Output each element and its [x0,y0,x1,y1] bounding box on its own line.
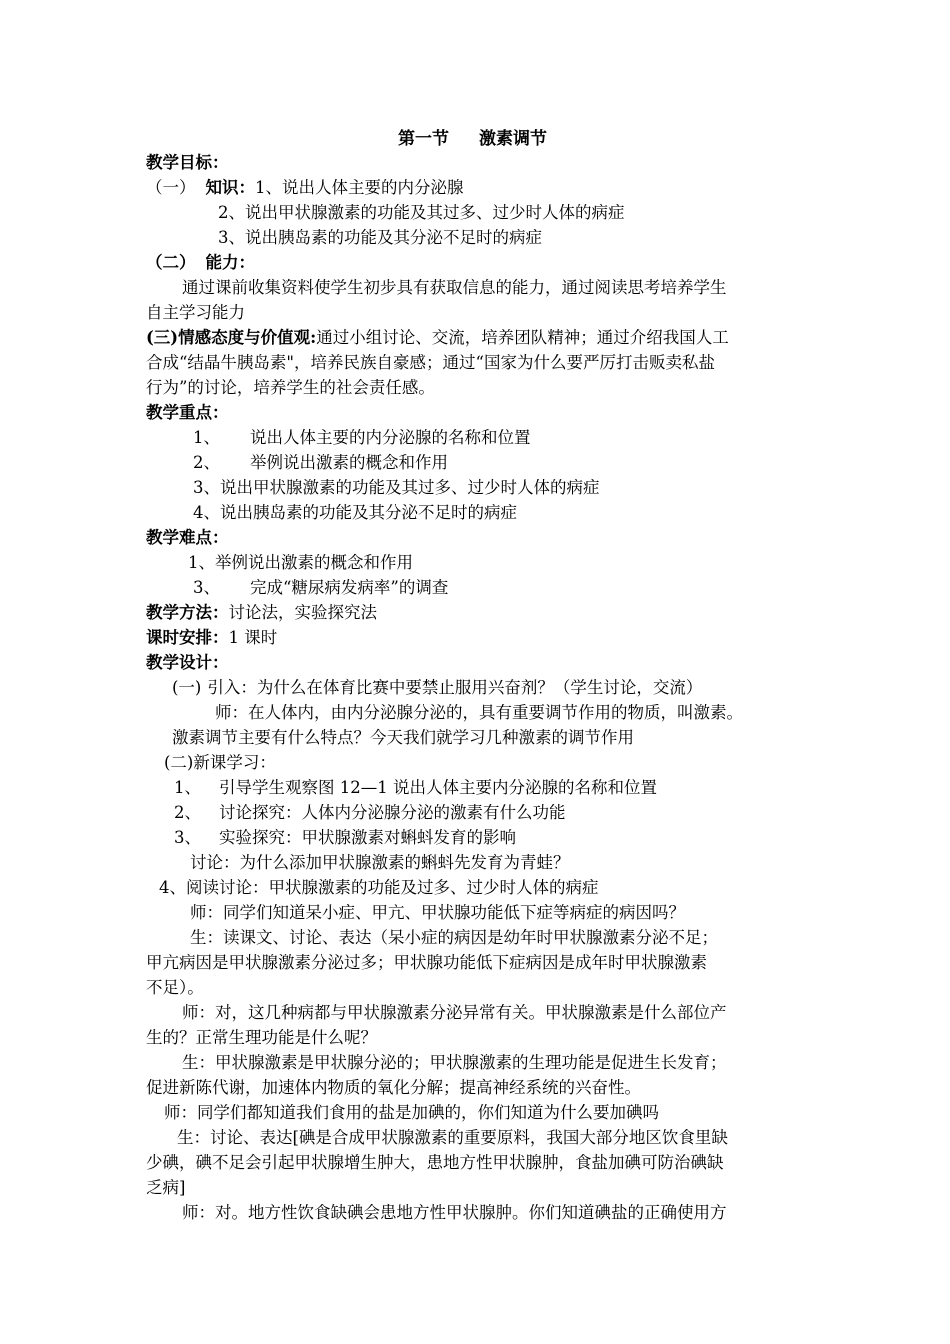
student-answer-1b: 甲亢病因是甲状腺激素分泌过多；甲状腺功能低下症病因是成年时甲状腺激素 [146,953,707,972]
difficulty-2-text: 完成“糖尿病发病率”的调查 [250,578,449,597]
knowledge-item-2: 2、说出甲状腺激素的功能及其过多、过少时人体的病症 [218,203,625,222]
hours-value: 1 课时 [228,628,278,647]
key-points-heading: 教学重点： [146,403,229,422]
key-point-2-number: 2、 [193,453,220,472]
attitude-label: (三)情感态度与价值观: [146,328,317,347]
intro-text: 引入：为什么在体育比赛中要禁止服用兴奋剂？（学生讨论，交流） [207,678,703,697]
step-3 [174,826,516,850]
key-point-2-text: 举例说出激素的概念和作用 [250,453,448,472]
student-answer-2b: 促进新陈代谢，加速体内物质的氧化分解；提高神经系统的兴奋性。 [146,1078,641,1097]
key-point-1-text: 说出人体主要的内分泌腺的名称和位置 [250,428,531,447]
teacher-question-2a: 师：对，这几种病都与甲状腺激素分泌异常有关。甲状腺激素是什么部位产 [182,1003,727,1022]
difficulty-2 [193,576,448,600]
method-line [146,601,377,625]
step-1 [174,776,657,800]
method-label: 教学方法： [146,603,229,622]
attitude-line [146,326,729,350]
teacher-intro: 师：在人体内，由内分泌腺分泌的，具有重要调节作用的物质，叫激素。 [215,703,743,722]
key-point-1-number: 1、 [193,428,220,447]
ability-number: （二） [146,253,196,272]
difficulty-2-number: 3、 [193,578,220,597]
objectives-heading: 教学目标： [146,153,229,172]
key-point-1 [193,426,531,450]
page-title [398,127,547,151]
difficulties-heading: 教学难点： [146,528,229,547]
step-4: 4、阅读讨论：甲状腺激素的功能及过多、过少时人体的病症 [159,878,599,897]
intro-line [172,676,702,700]
teacher-question-1: 师：同学们知道呆小症、甲亢、甲状腺功能低下症等病症的病因吗？ [190,903,685,922]
step-2 [174,801,566,825]
step-2-number: 2、 [174,803,201,822]
key-point-2 [193,451,448,475]
title-topic: 激素调节 [479,129,547,149]
ability-label: 能力： [205,253,255,272]
student-answer-1a: 生：读课文、讨论、表达（呆小症的病因是幼年时甲状腺激素分泌不足； [190,928,718,947]
ability-text-1: 通过课前收集资料使学生初步具有获取信息的能力，通过阅读思考培养学生 [182,278,727,297]
student-answer-2a: 生：甲状腺激素是甲状腺分泌的；甲状腺激素的生理功能是促进生长发育； [182,1053,727,1072]
new-lesson-heading: (二)新课学习： [164,753,276,772]
step-1-number: 1、 [174,778,201,797]
key-point-4: 4、说出胰岛素的功能及其分泌不足时的病症 [193,503,517,522]
attitude-text-3: 行为”的讨论，培养学生的社会责任感。 [146,378,435,397]
teacher-question-2b: 生的？正常生理功能是什么呢？ [146,1028,377,1047]
key-point-3: 3、说出甲状腺激素的功能及其过多、过少时人体的病症 [193,478,600,497]
knowledge-line [146,176,464,200]
knowledge-number: （一） [146,178,196,197]
knowledge-item-3: 3、说出胰岛素的功能及其分泌不足时的病症 [218,228,542,247]
ability-line [146,251,255,275]
step-3-number: 3、 [174,828,201,847]
teacher-question-4: 师：对。地方性饮食缺碘会患地方性甲状腺肿。你们知道碘盐的正确使用方 [182,1203,727,1222]
student-answer-3c: 乏病] [146,1178,186,1197]
ability-text-2: 自主学习能力 [146,303,245,322]
step-2-text: 讨论探究：人体内分泌腺分泌的激素有什么功能 [219,803,566,822]
knowledge-item-1: 1、说出人体主要的内分泌腺 [255,178,464,197]
discussion-question: 讨论：为什么添加甲状腺激素的蝌蚪先发育为青蛙？ [190,853,570,872]
intro-number: (一) [172,678,202,697]
hours-label: 课时安排： [146,628,229,647]
design-heading: 教学设计： [146,653,229,672]
student-answer-3a: 生：讨论、表达[碘是合成甲状腺激素的重要原料，我国大部分地区饮食里缺 [177,1128,728,1147]
attitude-text-2: 合成“结晶牛胰岛素"，培养民族自豪感；通过“国家为什么要严厉打击贩卖私盐 [146,353,715,372]
hours-line [146,626,277,650]
teacher-intro-2: 激素调节主要有什么特点？今天我们就学习几种激素的调节作用 [172,728,634,747]
difficulty-1: 1、举例说出激素的概念和作用 [188,553,413,572]
attitude-text-1: 通过小组讨论、交流，培养团队精神；通过介绍我国人工 [316,328,729,347]
title-section-number: 第一节 [398,129,449,149]
knowledge-label: 知识： [205,178,255,197]
student-answer-1c: 不足）。 [146,978,204,997]
method-value: 讨论法，实验探究法 [228,603,377,622]
student-answer-3b: 少碘，碘不足会引起甲状腺增生肿大，患地方性甲状腺肿，食盐加碘可防治碘缺 [146,1153,724,1172]
step-3-text: 实验探究：甲状腺激素对蝌蚪发育的影响 [219,828,516,847]
teacher-question-3: 师：同学们都知道我们食用的盐是加碘的，你们知道为什么要加碘吗 [164,1103,659,1122]
step-1-text: 引导学生观察图 12—1 说出人体主要内分泌腺的名称和位置 [219,778,657,797]
